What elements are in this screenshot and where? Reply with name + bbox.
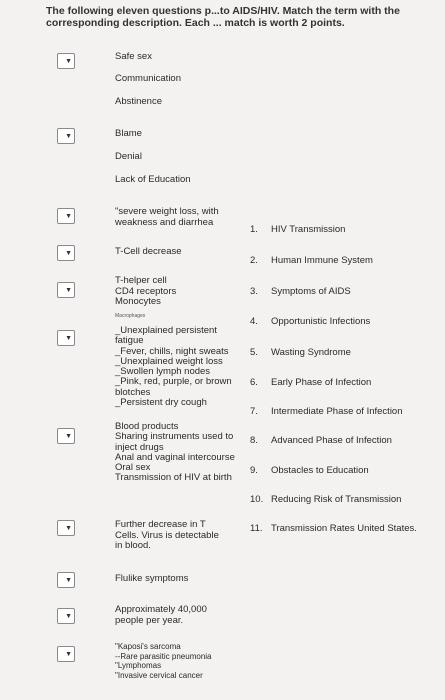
term-weight-loss: "severe weight loss, with weakness and diarrhea (115, 206, 219, 228)
answer-9: 9. Obstacles to Education (250, 465, 369, 476)
term-flulike: Flulike symptoms (115, 573, 189, 584)
term-symptoms-list: _Unexplained persistent fatigue _Fever, chills, night sweats _Unexplained weight loss _Swollen lymph nodes _Pink, red, purple, or brown blotches _Persistent dry cough (115, 325, 232, 409)
answer-11: 11. Transmission Rates United States. (250, 523, 417, 534)
match-select-4[interactable] (57, 245, 75, 261)
answer-10: 10. Reducing Risk of Transmission (250, 494, 402, 505)
term-blame: Blame (115, 128, 142, 139)
term-safe-sex: Safe sex (115, 51, 152, 62)
term-t-cell-decrease: T-Cell decrease (115, 246, 182, 257)
answer-3: 3. Symptoms of AIDS (250, 286, 351, 297)
match-select-2[interactable] (57, 128, 75, 144)
match-select-1[interactable] (57, 53, 75, 69)
term-lack-of-education: Lack of Education (115, 174, 191, 185)
answer-1: 1. HIV Transmission (250, 224, 346, 235)
chevron-down-icon: ▼ (65, 650, 72, 658)
chevron-down-icon: ▼ (65, 57, 72, 65)
chevron-down-icon: ▼ (65, 286, 72, 294)
chevron-down-icon: ▼ (65, 576, 72, 584)
term-immune-cells: T-helper cell CD4 receptors Monocytes (115, 275, 177, 307)
term-transmission-routes: Blood products Sharing instruments used to inject drugs Anal and vaginal intercourse Oral sex Transmission of HIV at birth (115, 421, 235, 484)
chevron-down-icon: ▼ (65, 212, 72, 220)
answer-8: 8. Advanced Phase of Infection (250, 435, 392, 446)
term-communication: Communication (115, 73, 181, 84)
answer-7: 7. Intermediate Phase of Infection (250, 406, 403, 417)
term-abstinence: Abstinence (115, 96, 163, 107)
chevron-down-icon: ▼ (65, 249, 72, 257)
match-select-6[interactable] (57, 330, 75, 346)
chevron-down-icon: ▼ (65, 524, 72, 532)
instructions-text: The following eleven questions p...to AIDS/HIV. Match the term with the corresponding description. Each ... match is worth 2 points. (46, 5, 400, 29)
term-opportunistic-list: "Kaposi's sarcoma --Rare parasitic pneumonia "Lymphomas "Invasive cervical cancer (115, 642, 212, 680)
answer-5: 5. Wasting Syndrome (250, 347, 351, 358)
answer-6: 6. Early Phase of Infection (250, 377, 372, 388)
term-macrophages: Macrophages (115, 313, 146, 319)
answer-2: 2. Human Immune System (250, 255, 373, 266)
chevron-down-icon: ▼ (65, 334, 72, 342)
match-select-9[interactable] (57, 572, 75, 588)
term-denial: Denial (115, 151, 142, 162)
match-select-8[interactable] (57, 520, 75, 536)
match-select-5[interactable] (57, 282, 75, 298)
match-select-10[interactable] (57, 608, 75, 624)
chevron-down-icon: ▼ (65, 132, 72, 140)
match-select-3[interactable] (57, 208, 75, 224)
chevron-down-icon: ▼ (65, 612, 72, 620)
match-select-11[interactable] (57, 646, 75, 662)
term-rates: Approximately 40,000 people per year. (115, 604, 207, 626)
match-select-7[interactable] (57, 428, 75, 444)
chevron-down-icon: ▼ (65, 432, 72, 440)
answer-4: 4. Opportunistic Infections (250, 316, 371, 327)
term-further-decrease: Further decrease in T Cells. Virus is detectable in blood. (115, 519, 219, 551)
